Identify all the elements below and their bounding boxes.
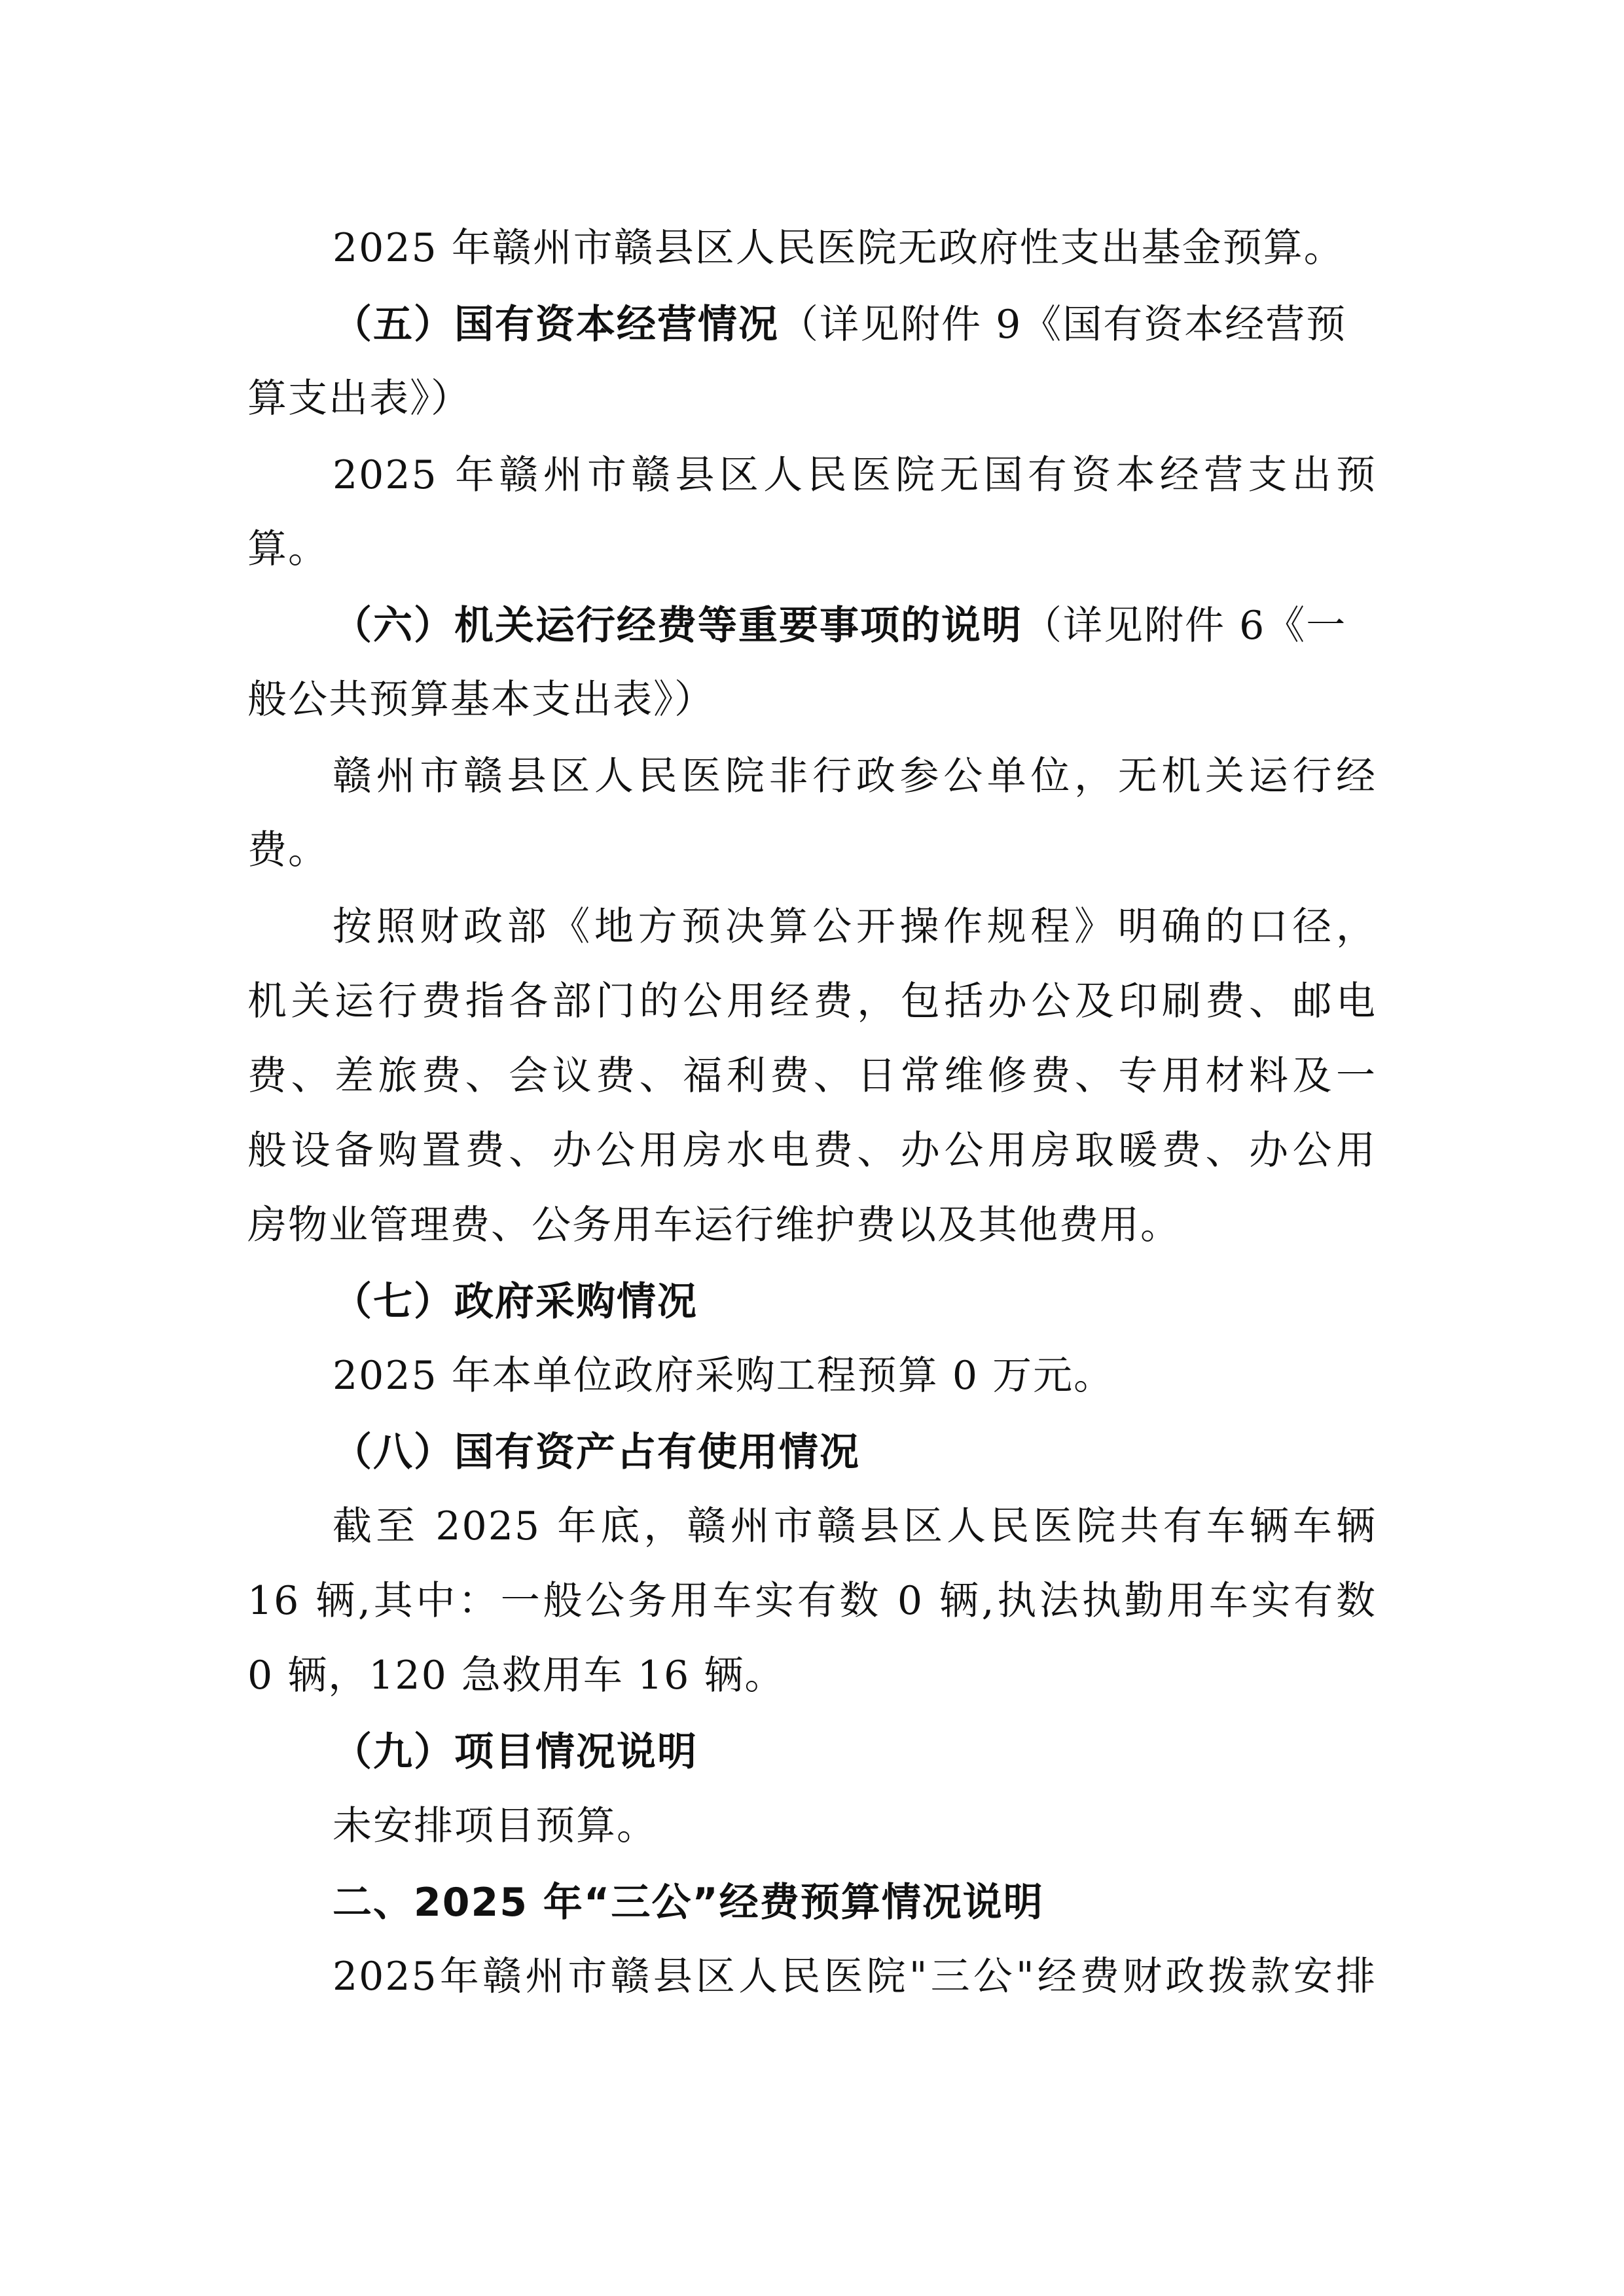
paragraph-line: 截至 2025 年底，赣州市赣县区人民医院共有车辆车辆 [333,1503,1377,1549]
paragraph-line: 算支出表》） [247,376,471,422]
section-heading-8: （八）国有资产占有使用情况 [333,1429,860,1475]
section-heading-5 [333,301,1377,348]
paragraph-line: 赣州市赣县区人民医院非行政参公单位，无机关运行经 [333,753,1377,799]
paragraph-line: 费、差旅费、会议费、福利费、日常维修费、专用材料及一 [247,1053,1377,1099]
paragraph-line: 2025年赣州市赣县区人民医院"三公"经费财政拨款安排 [333,1954,1377,2000]
section-heading-6-note: （详见附件 6《一 [1022,603,1347,649]
section-heading-6-title: （六）机关运行经费等重要事项的说明 [333,603,1022,649]
paragraph-line: 按照财政部《地方预决算公开操作规程》明确的口径， [333,904,1377,950]
paragraph-line: 费。 [247,827,329,873]
section-heading-7: （七）政府采购情况 [333,1279,698,1325]
paragraph-line: 房物业管理费、公务用车运行维护费以及其他费用。 [247,1202,1181,1248]
paragraph-line: 2025 年本单位政府采购工程预算 0 万元。 [333,1353,1115,1399]
paragraph-line: 机关运行费指各部门的公用经费，包括办公及印刷费、邮电 [247,978,1377,1024]
paragraph-line: 未安排项目预算。 [333,1803,657,1849]
paragraph-line: 算。 [247,526,329,572]
paragraph-line: 般设备购置费、办公用房水电费、办公用房取暖费、办公用 [247,1128,1377,1174]
section-heading-6 [333,602,1377,649]
chapter-heading-2: 二、2025 年“三公”经费预算情况说明 [333,1880,1044,1926]
section-heading-5-note: （详见附件 9《国有资本经营预 [779,302,1347,348]
paragraph-line: 16 辆,其中：一般公务用车实有数 0 辆,执法执勤用车实有数 [247,1578,1377,1624]
section-heading-5-title: （五）国有资本经营情况 [333,302,779,348]
paragraph-line: 2025 年赣州市赣县区人民医院无政府性支出基金预算。 [333,225,1344,271]
paragraph-line: 2025 年赣州市赣县区人民医院无国有资本经营支出预 [333,452,1377,498]
section-heading-9: （九）项目情况说明 [333,1729,698,1775]
paragraph-line: 般公共预算基本支出表》） [247,677,715,723]
paragraph-line: 0 辆，120 急救用车 16 辆。 [247,1653,785,1698]
